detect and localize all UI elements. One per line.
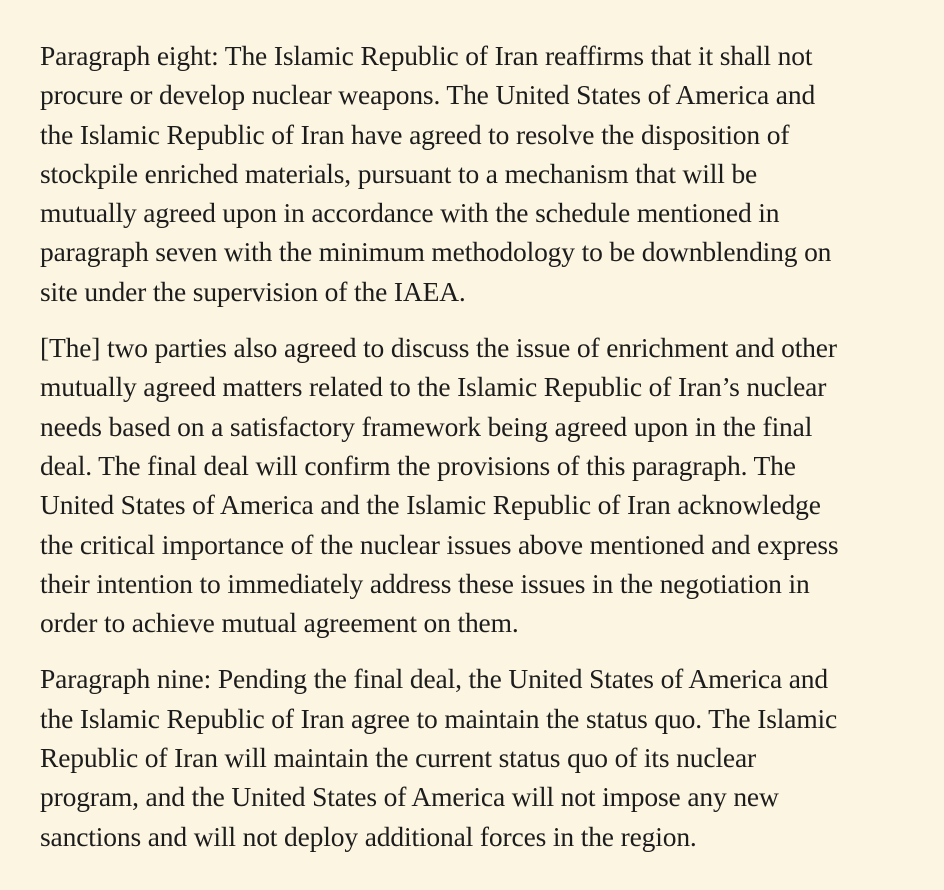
paragraph-line: paragraph seven with the minimum methodology to be downblending on <box>40 236 832 268</box>
paragraph-line: Paragraph eight: The Islamic Republic of Iran reaffirms that it shall not <box>40 40 813 71</box>
paragraph-line: United States of America and the Islamic Republic of Iran acknowledge <box>40 489 821 521</box>
paragraph-line: mutually agreed upon in accordance with the schedule mentioned in <box>40 197 780 229</box>
paragraph-line: needs based on a satisfactory framework being agreed upon in the final <box>40 410 813 442</box>
paragraph-line: sanctions and will not deploy additional forces in the region. <box>40 820 697 852</box>
paragraph-line: deal. The final deal will confirm the provisions of this paragraph. The <box>40 449 796 481</box>
paragraph-line: the Islamic Republic of Iran have agreed to resolve the disposition of <box>40 118 790 150</box>
paragraph-line: Paragraph nine: Pending the final deal, the United States of America and <box>40 663 828 695</box>
paragraph-line: [The] two parties also agreed to discuss the issue of enrichment and other <box>40 332 837 364</box>
paragraph-line: procure or develop nuclear weapons. The United States of America and <box>40 79 816 111</box>
paragraph-nine <box>40 659 924 855</box>
paragraph-line: mutually agreed matters related to the Islamic Republic of Iran’s nuclear <box>40 371 827 403</box>
paragraph-line: stockpile enriched materials, pursuant to a mechanism that will be <box>40 157 758 189</box>
paragraph-line: order to achieve mutual agreement on them. <box>40 607 519 639</box>
paragraph-line: site under the supervision of the IAEA. <box>40 275 466 307</box>
paragraph-line: the Islamic Republic of Iran agree to maintain the status quo. The Islamic <box>40 702 838 734</box>
paragraph-eight <box>40 36 924 311</box>
paragraph-line: their intention to immediately address these issues in the negotiation in <box>40 567 810 599</box>
paragraph-two-parties <box>40 328 924 642</box>
paragraph-line: the critical importance of the nuclear issues above mentioned and express <box>40 528 839 560</box>
paragraph-line: Republic of Iran will maintain the current status quo of its nuclear <box>40 742 757 774</box>
paragraph-line: program, and the United States of America will not impose any new <box>40 781 779 813</box>
